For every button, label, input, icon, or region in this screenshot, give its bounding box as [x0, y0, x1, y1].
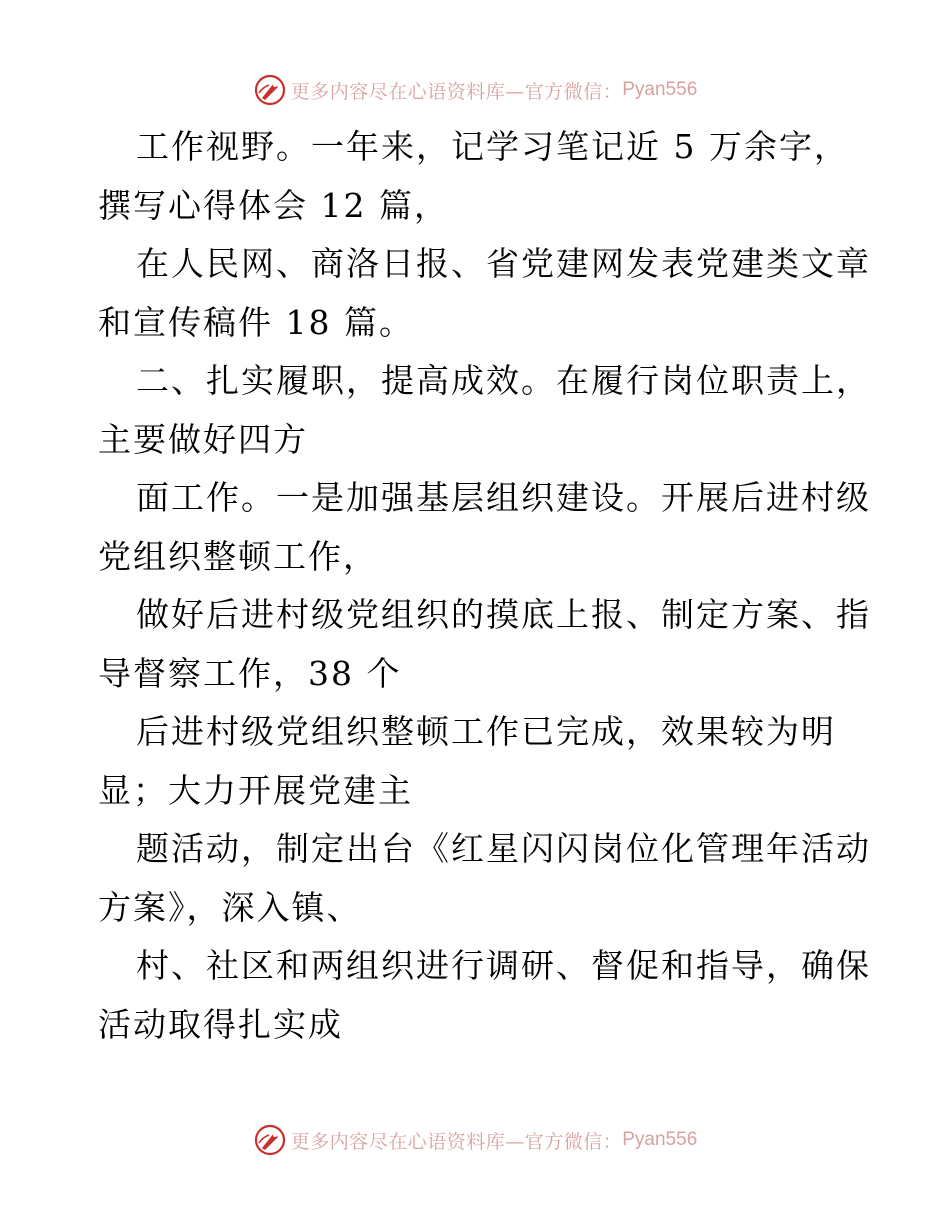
- footer-watermark: [0, 1120, 950, 1160]
- body-line: 党组织整顿工作，: [98, 536, 378, 576]
- watermark-text: 更多内容尽在心语资料库—官方微信：: [290, 80, 623, 103]
- body-line: 主要做好四方: [98, 419, 308, 459]
- body-line: 方案》，深入镇、: [98, 887, 362, 927]
- header-watermark: [0, 70, 950, 110]
- body-line: 活动取得扎实成: [98, 1004, 343, 1044]
- body-line: 面工作。一是加强基层组织建设。开展后进村级: [136, 478, 871, 517]
- watermark-contact: Pyan556: [622, 79, 698, 100]
- body-line: 显；大力开展党建主: [98, 770, 413, 810]
- body-line: 题活动，制定出台《红星闪闪岗位化管理年活动: [136, 829, 871, 868]
- body-line: 在人民网、商洛日报、省党建网发表党建类文章: [136, 244, 871, 283]
- watermark-contact: Pyan556: [622, 1129, 698, 1150]
- body-line: 工作视野。一年来，记学习笔记近 5 万余字，: [136, 127, 849, 166]
- body-line: 做好后进村级党组织的摸底上报、制定方案、指: [136, 595, 871, 634]
- body-line: 撰写心得体会 12 篇，: [98, 185, 449, 225]
- body-line: 后进村级党组织整顿工作已完成，效果较为明: [136, 712, 836, 751]
- pen-nib-circle-icon: [253, 1123, 287, 1157]
- document-body: [98, 118, 878, 1054]
- body-line: 二、扎实履职，提高成效。在履行岗位职责上，: [136, 361, 871, 400]
- body-line: 和宣传稿件 18 篇。: [98, 302, 414, 342]
- pen-nib-circle-icon: [253, 73, 287, 107]
- watermark-text: 更多内容尽在心语资料库—官方微信：: [290, 1130, 623, 1153]
- body-line: 村、社区和两组织进行调研、督促和指导，确保: [136, 946, 871, 985]
- body-line: 导督察工作，38 个: [98, 653, 402, 693]
